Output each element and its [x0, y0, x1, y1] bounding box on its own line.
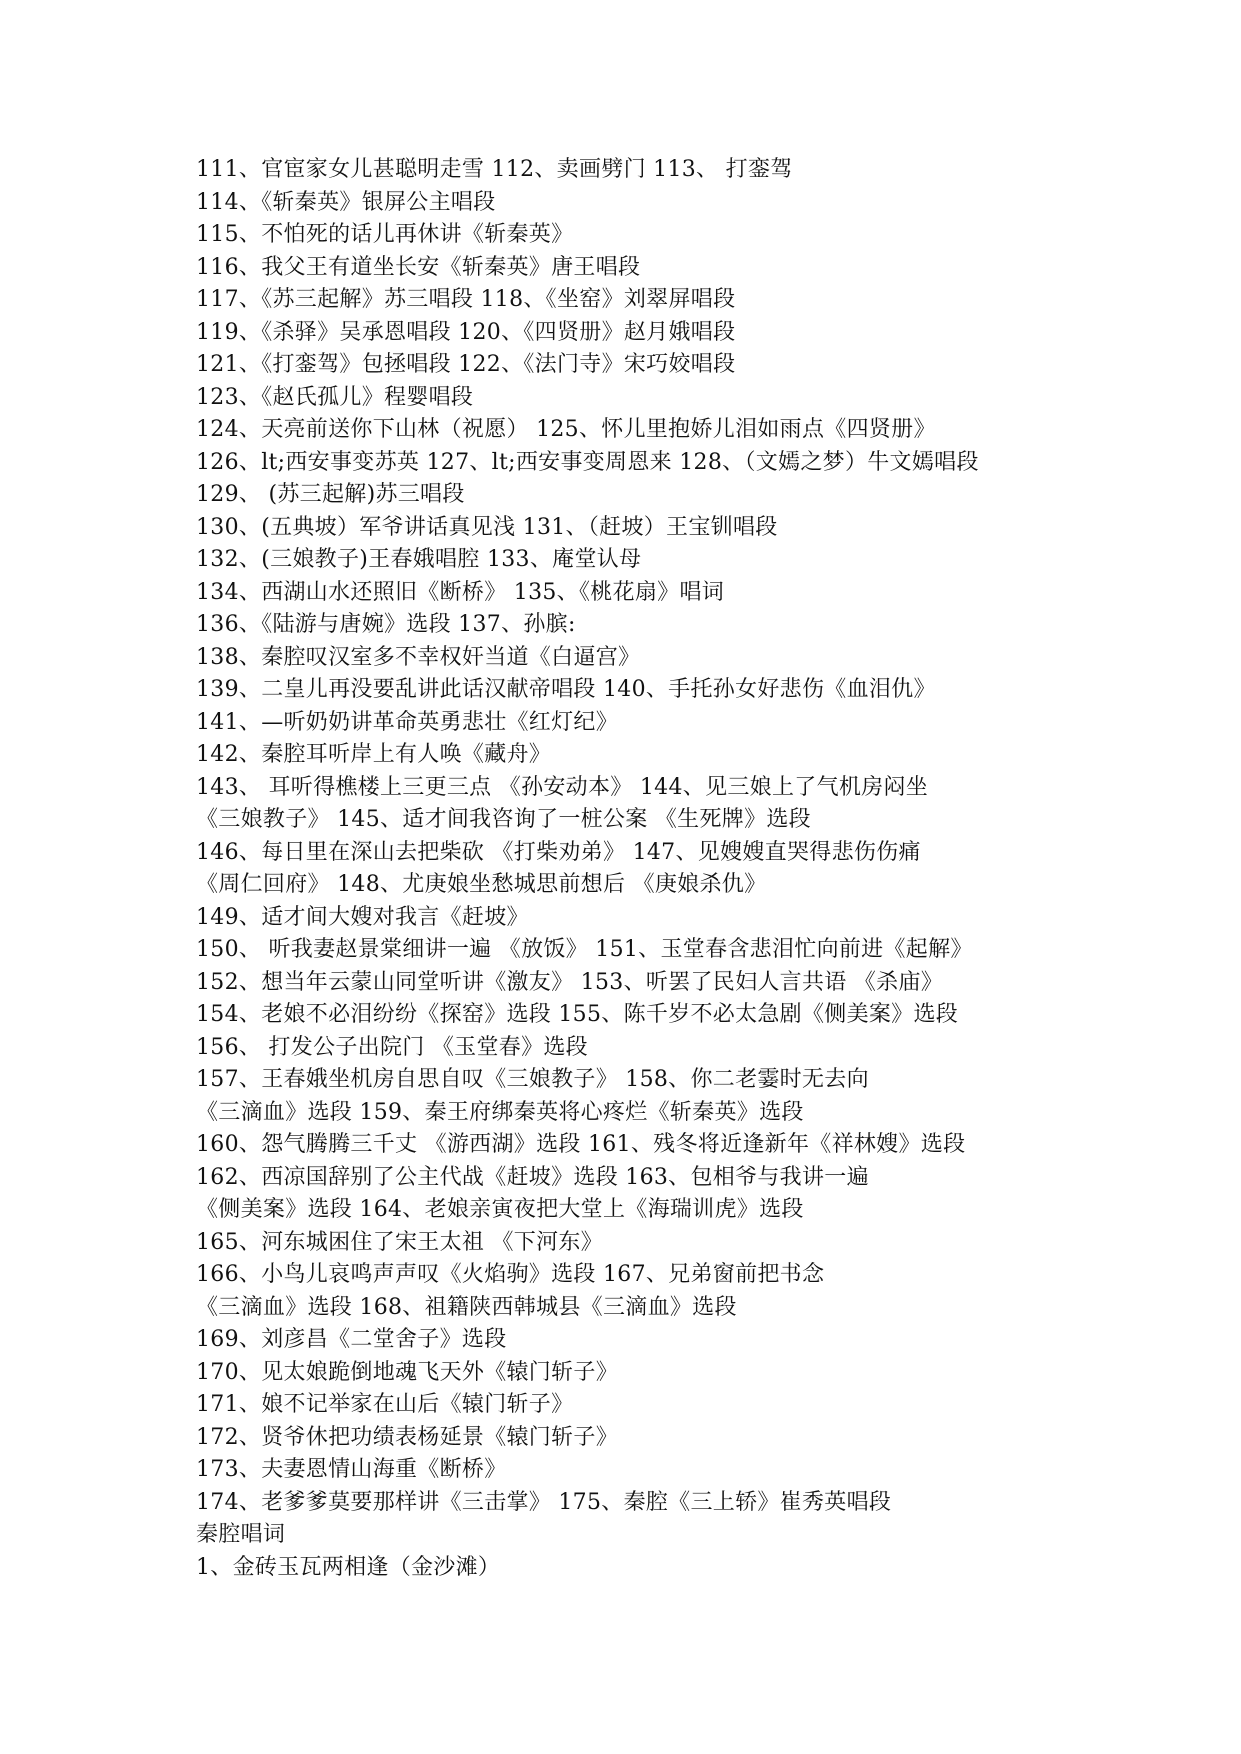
- text-line: 129、 (苏三起解)苏三唱段: [196, 482, 465, 507]
- text-line: 秦腔唱词: [196, 1522, 286, 1547]
- text-line: 121、《打銮驾》包拯唱段 122、《法门寺》宋巧姣唱段: [196, 352, 736, 377]
- text-line: 《三滴血》选段 168、祖籍陕西韩城县《三滴血》选段: [196, 1294, 737, 1320]
- text-line: 《三滴血》选段 159、秦王府绑秦英将心疼烂《斩秦英》选段: [196, 1099, 804, 1125]
- text-line: 142、秦腔耳听岸上有人唤《藏舟》: [196, 742, 552, 767]
- text-line: 143、 耳听得樵楼上三更三点 《孙安动本》 144、见三娘上了气机房闷坐: [196, 774, 929, 800]
- text-line: 157、王春娥坐机房自思自叹《三娘教子》 158、你二老霎时无去向: [196, 1067, 869, 1092]
- text-line: 123、《赵氏孤儿》程婴唱段: [196, 384, 474, 410]
- text-line: 174、老爹爹莫要那样讲《三击掌》 175、秦腔《三上轿》崔秀英唱段: [196, 1489, 892, 1515]
- text-line: 152、想当年云蒙山同堂听讲《激友》 153、听罢了民妇人言共语 《杀庙》: [196, 969, 944, 995]
- text-line: 156、 打发公子出院门 《玉堂春》选段: [196, 1034, 588, 1060]
- text-line: 136、《陆游与唐婉》选段 137、孙膑:: [196, 612, 576, 637]
- text-line: 132、(三娘教子)王春娥唱腔 133、庵堂认母: [196, 547, 642, 572]
- text-line: 154、老娘不必泪纷纷《探窑》选段 155、陈千岁不必太急剧《侧美案》选段: [196, 1002, 959, 1027]
- text-line: 166、小鸟儿哀鸣声声叹《火焰驹》选段 167、兄弟窗前把书念: [196, 1262, 825, 1287]
- text-line: 171、娘不记举家在山后《辕门斩子》: [196, 1392, 574, 1417]
- text-line: 117、《苏三起解》苏三唱段 118、《坐窑》刘翠屏唱段: [196, 287, 736, 312]
- text-line: 115、不怕死的话儿再休讲《斩秦英》: [196, 222, 574, 247]
- text-line: 160、怨气腾腾三千丈 《游西湖》选段 161、残冬将近逢新年《祥林嫂》选段: [196, 1132, 966, 1157]
- text-line: 138、秦腔叹汉室多不幸权奸当道《白逼宫》: [196, 644, 641, 670]
- text-line: 170、见太娘跪倒地魂飞天外《辕门斩子》: [196, 1359, 618, 1385]
- text-line: 172、贤爷休把功绩表杨延景《辕门斩子》: [196, 1424, 618, 1450]
- text-line: 139、二皇儿再没要乱讲此话汉献帝唱段 140、手托孙女好悲伤《血泪仇》: [196, 677, 936, 702]
- text-line: 162、西凉国辞别了公主代战《赶坡》选段 163、包相爷与我讲一遍: [196, 1164, 869, 1190]
- text-line: 111、官宦家女儿甚聪明走雪 112、卖画劈门 113、 打銮驾: [196, 157, 793, 182]
- text-line: 119、《杀驿》吴承恩唱段 120、《四贤册》赵月娥唱段: [196, 319, 736, 345]
- text-line: 114、《斩秦英》银屏公主唱段: [196, 189, 496, 215]
- text-line: 《侧美案》选段 164、老娘亲寅夜把大堂上《海瑞训虎》选段: [196, 1197, 804, 1222]
- text-line: 126、lt;西安事变苏英 127、lt;西安事变周恩来 128、（文嫣之梦）牛文嫣唱段: [196, 449, 979, 475]
- text-line: 116、我父王有道坐长安《斩秦英》唐王唱段: [196, 254, 641, 280]
- text-line: 130、(五典坡）军爷讲话真见浅 131、（赶坡）王宝钏唱段: [196, 514, 778, 540]
- text-line: 169、刘彦昌《二堂舍子》选段: [196, 1327, 507, 1352]
- text-line: 165、河东城困住了宋王太祖 《下河东》: [196, 1229, 603, 1255]
- text-line: 124、天亮前送你下山林（祝愿） 125、怀儿里抱娇儿泪如雨点《四贤册》: [196, 417, 936, 442]
- text-line: 141、—听奶奶讲革命英勇悲壮《红灯纪》: [196, 709, 618, 735]
- text-line: 146、每日里在深山去把柴砍 《打柴劝弟》 147、见嫂嫂直哭得悲伤伤痛: [196, 839, 921, 865]
- text-line: 《三娘教子》 145、适才间我咨询了一桩公案 《生死牌》选段: [196, 807, 811, 832]
- text-line: 173、夫妻恩情山海重《断桥》: [196, 1457, 507, 1482]
- document-text-body: [196, 154, 1196, 1584]
- text-line: 149、适才间大嫂对我言《赶坡》: [196, 904, 529, 930]
- text-line: 《周仁回府》 148、尤庚娘坐愁城思前想后 《庚娘杀仇》: [196, 872, 767, 897]
- text-line: 150、 听我妻赵景棠细讲一遍 《放饭》 151、玉堂春含悲泪忙向前进《起解》: [196, 937, 973, 962]
- text-line: 134、西湖山水还照旧《断桥》 135、《桃花扇》唱词: [196, 579, 725, 605]
- text-line: 1、金砖玉瓦两相逢（金沙滩）: [196, 1554, 501, 1580]
